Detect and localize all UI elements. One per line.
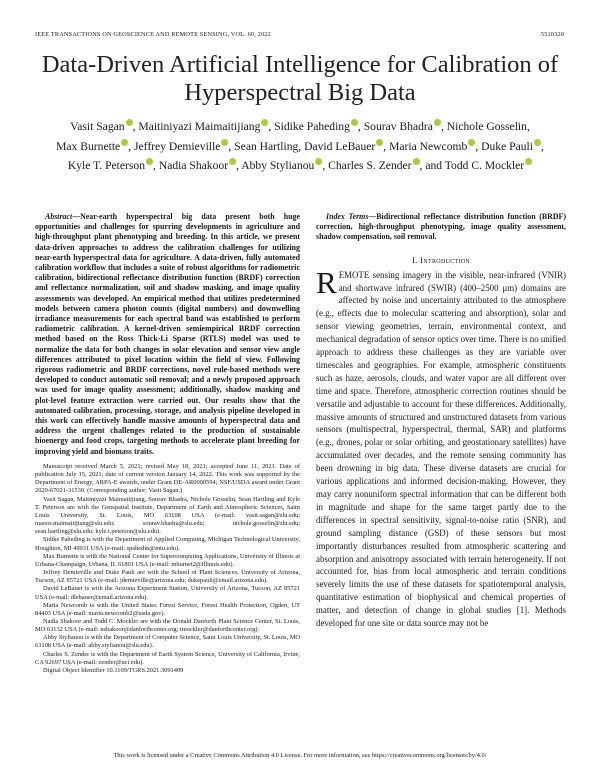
orcid-icon[interactable]	[525, 158, 532, 165]
orcid-icon[interactable]	[121, 139, 128, 146]
abstract: Abstract—Near-earth hyperspectral big data present both huge opportunities and challenges for spurring developments in agriculture and high-throughput plant phenotyping and breeding. In this article, we present data-driven approaches to address the calibration challenges for utilizing near-earth hyperspectral data for agriculture. A data-driven, fully automated calibration workflow that includes a suite of robust algorithms for radiometric calibration, bidirectional reflectance distribution function (BRDF) correction and reflectance normalization, soil and shadow masking, and image quality assessments was developed. An empirical method that utilizes predetermined models between camera photon counts (digital numbers) and downwelling irradiance measurements for each spectral band was established to perform radiometric calibration. A kernel-driven semiempirical BRDF correction method based on the Ross Thick-Li Sparse (RTLS) model was used to normalize the data for both changes in solar elevation and sensor view angle differences attributed to pixel location within the field of view. Following rigorous radiometric and BRDF corrections, novel rule-based methods were developed to conduct automatic soil removal; and a newly proposed approach was used for image quality assessment; additionally, shadow masking and plot-level feature extraction were carried out. Our results show that the automated calibration, processing, storage, and analysis pipeline developed in this work can effectively handle massive amounts of hyperspectral data and address the urgent challenges related to the production of sustainable bioenergy and food crops, targeting methods to accelerate plant breeding for improving yield and biomass traits.	[35, 212, 300, 456]
abstract-lead: Abstract	[45, 212, 73, 221]
footnote-affiliation: Sidike Paheding is with the Department of Applied Computing, Michigan Technological University, Houghton, MI 49931 USA (e-mail: spahedin@mtu.edu).	[35, 536, 300, 552]
author-name: Maitiniyazi Maimaitijiang ,	[138, 120, 272, 133]
index-terms: Index Terms—Bidirectional reflectance distribution function (BRDF) correction, high-throughput phenotyping, image quality assessment, shadow compensation, soil removal.	[316, 212, 567, 242]
footnote-affiliation: Charles S. Zender is with the Department of Earth System Science, University of California, Irvine, CA 92697 USA (e-mail: zender@uci.edu).	[35, 650, 300, 666]
orcid-icon[interactable]	[376, 139, 383, 146]
journal-name: IEEE TRANSACTIONS ON GEOSCIENCE AND REMOTE SENSING, VOL. 60, 2022	[35, 31, 271, 38]
author-name: Charles S. Zender ,	[328, 159, 423, 172]
section-heading-introduction: I. Introduction	[411, 254, 471, 265]
orcid-icon[interactable]	[315, 158, 322, 165]
orcid-icon[interactable]	[126, 119, 133, 126]
orcid-icon[interactable]	[413, 158, 420, 165]
author-name: Nadia Shakoor ,	[158, 159, 239, 172]
footnote-affiliation: Maria Newcomb is with the United States Forest Service, Forest Health Protection, Ogden, UT 84403 USA (e-mail: maria.newcomb2@usda.gov).	[35, 601, 300, 617]
right-column	[316, 212, 566, 630]
footnote-affiliation: Max Burnette is with the National Center for Supercomputing Applications, University of Illinois at Urbana-Champaign, Urbana, IL 61801 USA (e-mail: mburnet2@illinois.edu).	[35, 552, 300, 568]
footnote-affiliation: Jeffrey Demieville and Duke Pauli are with the School of Plant Sciences, University of Arizona, Tucson, AZ 85721 USA (e-mail: jdemieville@arizona.edu; dukepauli@email.arizona.edu).	[35, 569, 300, 585]
author-name: Sean Hartling,	[234, 139, 302, 153]
left-column	[35, 212, 300, 457]
author-name: Max Burnette ,	[56, 139, 132, 153]
author-name: Sourav Bhadra ,	[363, 120, 444, 133]
author-name: Kyle T. Peterson ,	[67, 159, 156, 172]
orcid-icon[interactable]	[434, 119, 441, 126]
first-word: EMOTE	[338, 269, 370, 280]
running-head	[35, 31, 564, 41]
author-name: Vasit Sagan ,	[70, 120, 136, 133]
abstract-text: Near-earth hyperspectral big data present both huge opportunities and challenges for spurring developments in agriculture and high-throughput plant phenotyping and breeding. In this article, we present data-driven approaches to address the calibration challenges for utilizing near-earth hyperspectral data for agriculture. A data-driven, fully automated calibration workflow that includes a suite of robust algorithms for radiometric calibration, bidirectional reflectance distribution function (BRDF) correction and reflectance normalization, soil and shadow masking, and image quality assessments was developed. An empirical method that utilizes predetermined models between camera photon counts (digital numbers) and downwelling irradiance measurements for each spectral band was established to perform radiometric calibration. A kernel-driven semiempirical BRDF correction method based on the Ross Thick-Li Sparse (RTLS) model was used to normalize the data for both changes in solar elevation and sensor view angle differences attributed to pixel location within the field of view. Following rigorous radiometric and BRDF corrections, novel rule-based methods were developed to conduct automatic soil removal; and a newly proposed approach was used for image quality assessment; additionally, shadow masking and plot-level feature extraction were carried out. Our results show that the automated calibration, processing, storage, and analysis pipeline developed in this work can effectively handle massive amounts of hyperspectral data and address the urgent challenges related to the production of sustainable bioenergy and food crops, targeting methods to accelerate plant breeding for improving yield and biomass traits.	[35, 212, 300, 456]
author-name: and Todd C. Mockler	[425, 159, 532, 172]
footnote-affiliation: Vasit Sagan, Maitiniyazi Maimaitijiang, Sourav Bhadra, Nichole Gosselin, Sean Hartling and Kyle T. Peterson are with the Geospatial Institute, Department of Earth and Atmospheric Sciences, Saint Louis University, St. Louis, MO 63108 USA (e-mail: vasit.sagan@slu.edu; maoos.maimaitijiang@slu.edu; sourav.bhadra@slu.edu; nichole.gosselin@slu.edu; sean.hartling@slu.edu; kyle.t.peterson@slu.edu).	[35, 495, 300, 536]
article-number: 5510320	[540, 31, 564, 38]
author-name: Nichole Gosselin,	[446, 120, 530, 133]
introduction-text	[316, 264, 567, 630]
author-name: Abby Stylianou ,	[241, 159, 326, 172]
orcid-icon[interactable]	[261, 119, 268, 126]
introduction-body: sensing imagery in the visible, near-infrared (VNIR) and shortwave infrared (SWIR) (400–2500 μm) domains are affected by noise and uncertainty attributed to the atmosphere (e.g., effects due to molecular scattering and absorption), solar and sensor viewing geometries, terrain, environmental context, and mechanical degradation of sensor optics over time. There is no unified approach to address these challenges as they are variable over timescales and geographies. For example, atmospheric constituents such as haze, aerosols, clouds, and water vapor are all different over time and space. Therefore, atmospheric correction routines should be versatile and adjustable to account for these differences. Additionally, massive amounts of structured and unstructured datasets from various sensors (multispectral, hyperspectral, thermal, SAR) and platforms (e.g., drones, polar or solar orbiting, and geostationary satellites) have accumulated over decades, and the remote sensing community has been drowning in big data. These diverse datasets are crucial for various applications and informed decision-making. However, they may carry nonuniform spectral information that can be different both in magnitude and shape for the same target partly due to the differences in spectral sensitivity, signal-to-noise ratio (SNR), and ground sampling distance (GSD) of these sensors but most importantly disturbances resulted from atmospheric scattering and absorption and anisotropy associated with terrain heterogeneity. If not accounted for, bias from local atmospheric and terrain conditions severely limits the use of these datasets for spatiotemporal analysis, quantitative estimation of biophysical and chemical properties of matter, and detection of change in global studies [1]. Methods developed for one site or data source may not be	[316, 269, 567, 629]
license-notice: This work is licensed under a Creative Commons Attribution 4.0 License. For more information, see https://creativecommons.org/licenses/by/4.0/	[113, 752, 487, 759]
author-name: Maria Newcomb ,	[389, 139, 479, 153]
paper-title: Data-Driven Artificial Intelligence for Calibration of Hyperspectral Big Data	[41, 51, 559, 106]
orcid-icon[interactable]	[146, 158, 153, 165]
index-terms-lead: Index Terms	[326, 212, 369, 221]
drop-cap: R	[316, 264, 337, 300]
orcid-icon[interactable]	[221, 139, 228, 146]
orcid-icon[interactable]	[351, 119, 358, 126]
footnote-doi: Digital Object Identifier 10.1109/TGRS.2021.3091409	[43, 666, 184, 674]
orcid-icon[interactable]	[534, 139, 541, 146]
author-name: Duke Pauli ,	[481, 139, 544, 153]
author-name: Jeffrey Demieville ,	[134, 139, 232, 153]
footnote-affiliation: Nadia Shakoor and Todd C. Mockler are with the Donald Danforth Plant Science Center, St. Louis, MO 63132 USA (e-mail: nshakoor@danforthcenter.org; tmockler@danforthcenter.org).	[35, 617, 300, 634]
footnote-affiliation: Abby Stylianou is with the Department of Computer Science, Saint Louis University, St. Louis, MO 63108 USA (e-mail: abby.stylianou@slu.edu).	[35, 634, 300, 650]
orcid-icon[interactable]	[468, 139, 475, 146]
footnote-affiliation: David LeBauer is with the Arizona Experiment Station, University of Arizona, Tucson, AZ 85721 USA (e-mail: dlebauer@email.arizona.edu).	[35, 585, 300, 601]
orcid-icon[interactable]	[229, 158, 236, 165]
author-list	[40, 117, 560, 176]
footnote-manuscript: Manuscript received March 5, 2021; revised May 18, 2021; accepted June 11, 2021. Date of publication July 15, 2021; date of current version January 14, 2022. This work was supported by the Department of Energy, ARPA-E awards, under Grant DE-AR0000594; NSF/USDA award under Grant 2020-67021-31530. (Corresponding author: Vasit Sagan.)	[35, 463, 300, 495]
author-name: David LeBauer ,	[304, 139, 387, 153]
author-name: Sidike Paheding ,	[274, 120, 361, 133]
index-terms-text: Bidirectional reflectance distribution function (BRDF) correction, high-throughput phenotyping, image quality assessment, shadow compensation, soil removal.	[316, 212, 567, 242]
footnotes	[35, 463, 300, 675]
